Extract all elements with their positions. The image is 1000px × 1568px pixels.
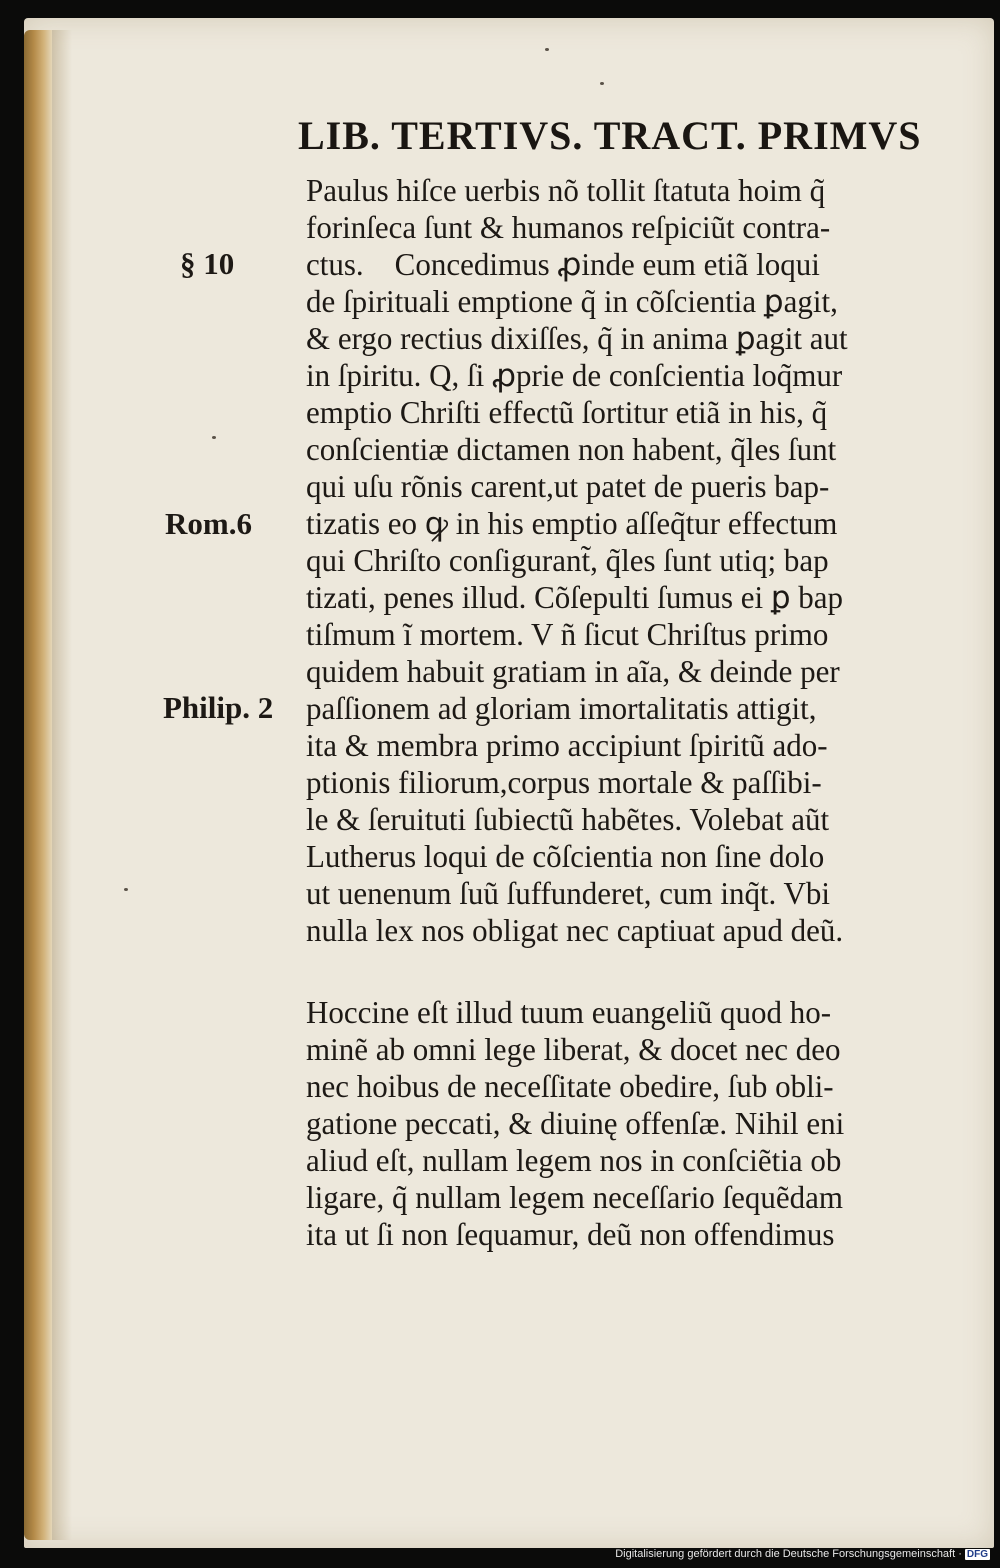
credit-text: Digitalisierung gefördert durch die Deutsche Forschungsgemeinschaft · xyxy=(615,1548,962,1560)
margin-note-philippians: Philip. 2 xyxy=(163,690,274,725)
text-line: gatione peccati, & diuinę offenſæ. Nihil eni xyxy=(306,1106,845,1141)
text-line: & ergo rectius dixiſſes, q̃ in anima ꝑagit aut xyxy=(306,321,848,356)
text-line: minẽ ab omni lege liberat, & docet nec deo xyxy=(306,1032,841,1067)
text-line: forinſeca ſunt & humanos reſpiciũt contra- xyxy=(306,210,831,245)
text-line: tiſmum ĩ mortem. V ñ ſicut Chriſtus primo xyxy=(306,617,829,652)
text-line: le & ſeruituti ſubiectũ habẽtes. Volebat aũt xyxy=(306,802,830,837)
text-line: ligare, q̃ nullam legem neceſſario ſequẽdam xyxy=(306,1180,844,1215)
text-line: conſcientiæ dictamen non habent, q̃les ſunt xyxy=(306,432,837,467)
page-edge xyxy=(24,30,52,1540)
text-line: Lutherus loqui de cõſcientia non ſine dolo xyxy=(306,839,825,874)
margin-note-romans: Rom.6 xyxy=(165,506,252,541)
text-line: Hoccine eſt illud tuum euangeliũ quod ho- xyxy=(306,995,832,1030)
running-head: LIB. TERTIVS. TRACT. PRIMVS xyxy=(298,113,922,158)
digitization-credit xyxy=(615,1548,990,1560)
text-line: nulla lex nos obligat nec captiuat apud deũ. xyxy=(306,913,844,948)
text-line: in ſpiritu. Q, ſi ꝓprie de conſcientia loq̃mur xyxy=(306,358,843,393)
text-line: ctus. Concedimus ꝓinde eum etiã loqui xyxy=(306,247,820,282)
text-line: tizati, penes illud. Cõſepulti ſumus ei ꝑ bap xyxy=(306,580,844,615)
paper-speck xyxy=(124,888,128,891)
dfg-logo: DFG xyxy=(966,1549,988,1560)
paragraph-2 xyxy=(306,994,946,1253)
text-line: qui Chriſto conſigurant̃, q̃les ſunt utiq; bap xyxy=(306,543,829,578)
text-line: ut uenenum ſuũ ſuffunderet, cum inq̃t. Vbi xyxy=(306,876,830,911)
text-line: emptio Chriſti effectũ ſortitur etiã in his, q̃ xyxy=(306,395,828,430)
paper-speck xyxy=(545,48,549,51)
text-line: qui uſu rõnis carent,ut patet de pueris bap- xyxy=(306,469,830,504)
text-line: ita & membra primo accipiunt ſpiritũ ado- xyxy=(306,728,828,763)
text-line: ptionis filiorum,corpus mortale & paſſibi- xyxy=(306,765,822,800)
text-line: aliud eſt, nullam legem nos in conſciẽtia ob xyxy=(306,1143,842,1178)
text-line: Paulus hiſce uerbis nõ tollit ſtatuta hoim q̃ xyxy=(306,173,826,208)
text-line: de ſpirituali emptione q̃ in cõſcientia ꝑagit, xyxy=(306,284,838,319)
text-line: nec hoibus de neceſſitate obedire, ſub obli- xyxy=(306,1069,834,1104)
text-line: paſſionem ad gloriam imortalitatis attigit, xyxy=(306,691,817,726)
paper-speck xyxy=(600,82,604,85)
text-line: ita ut ſi non ſequamur, deũ non offendimus xyxy=(306,1217,835,1252)
page-gutter-shadow xyxy=(52,30,72,1540)
paper-speck xyxy=(212,436,216,439)
text-line: tizatis eo ꝙ in his emptio aſſeq̃tur effectum xyxy=(306,506,838,541)
paragraph-1 xyxy=(306,172,946,949)
margin-note-section: § 10 xyxy=(180,246,235,281)
text-line: quidem habuit gratiam in aĩa, & deinde per xyxy=(306,654,840,689)
